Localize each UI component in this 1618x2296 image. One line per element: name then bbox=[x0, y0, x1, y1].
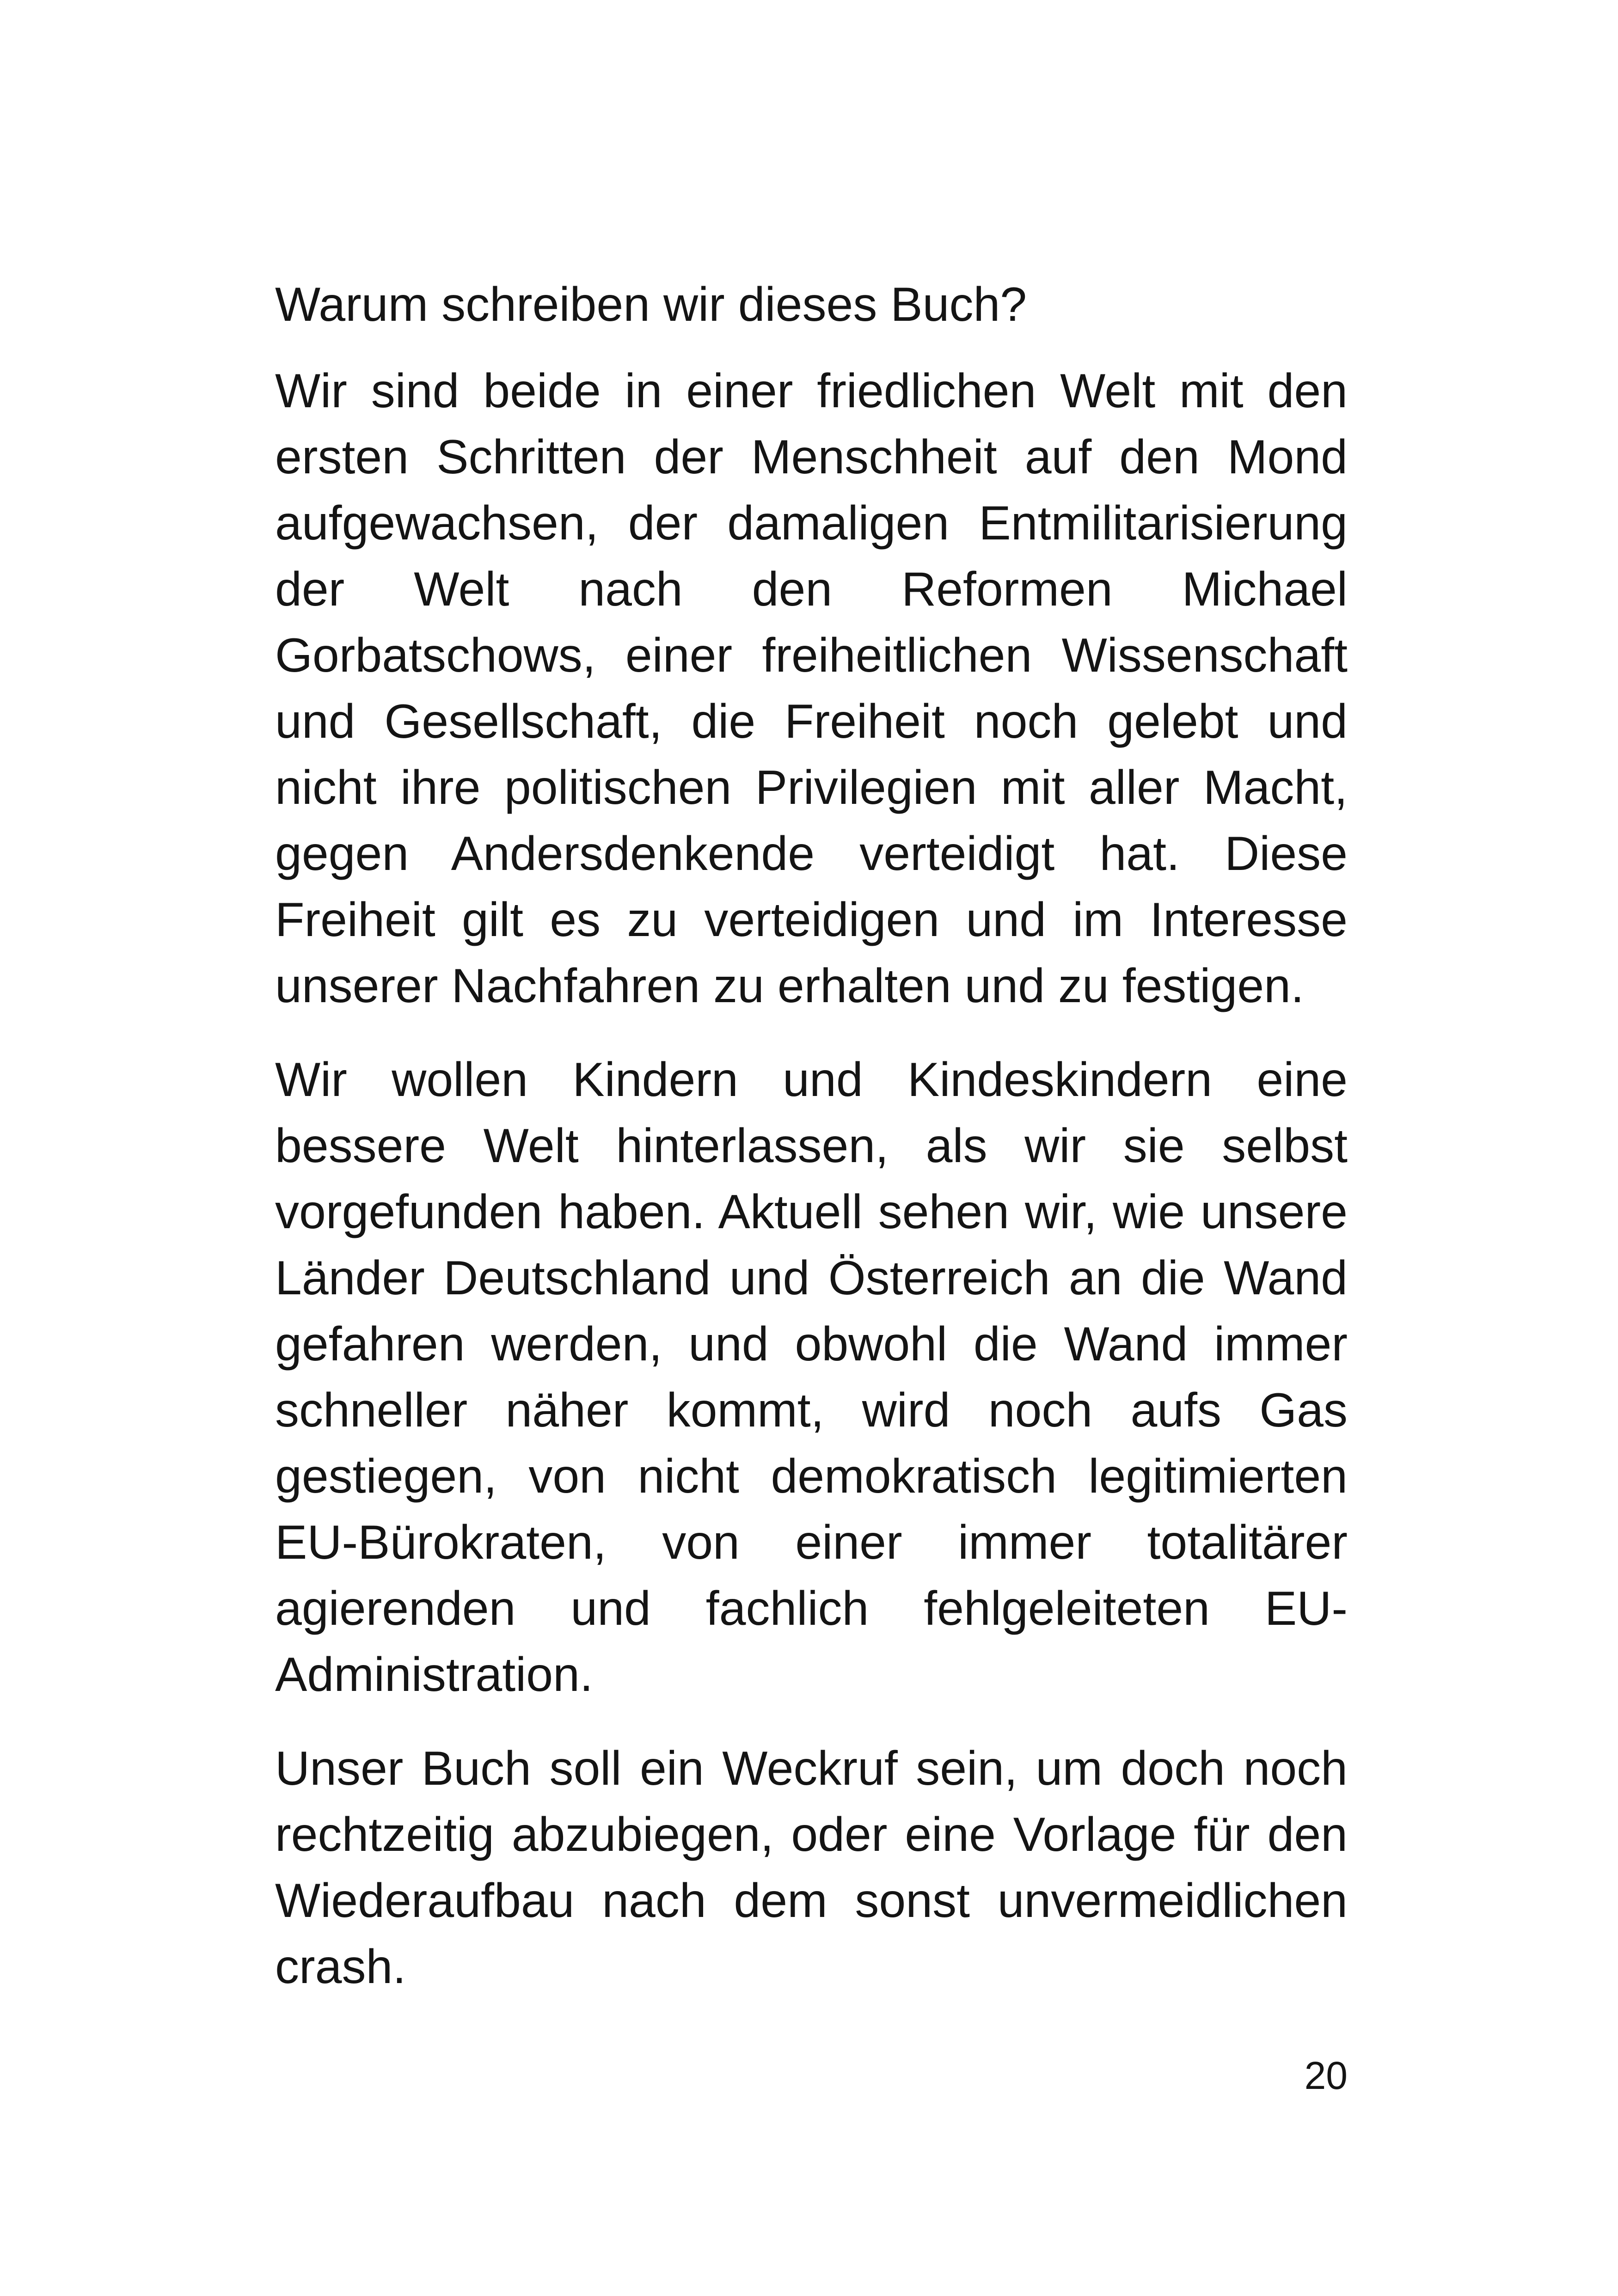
paragraph-2: Wir wollen Kindern und Kindeskindern eine bessere Welt hinterlassen, als wir sie selbst vorgefunden haben. Aktuell sehen wir, wie unsere Länder Deutschland und Österreich an die Wand gefahren werden, und obwohl die Wand immer schneller näher kommt, wird noch aufs Gas gestiegen, von nicht demokratisch legitimierten EU-Bürokraten, von einer immer totalitärer agierenden und fachlich fehlgeleiteten EU-Administration. bbox=[275, 1053, 1348, 1702]
paragraph-1: Wir sind beide in einer friedlichen Welt mit den ersten Schritten der Menschheit auf den Mond aufgewachsen, der damaligen Entmilitarisierung der Welt nach den Reformen Michael Gorbatschows, einer freiheitlichen Wissenschaft und Gesellschaft, die Freiheit noch gelebt und nicht ihre politischen Privilegien mit aller Macht, gegen Andersdenkende verteidigt hat. Diese Freiheit gilt es zu verteidigen und im Interesse unserer Nachfahren zu erhalten und zu festigen. bbox=[275, 364, 1348, 1013]
page-number: 20 bbox=[1304, 2054, 1348, 2097]
section-heading: Warum schreiben wir dieses Buch? bbox=[275, 278, 1027, 331]
text-block bbox=[275, 272, 1348, 2028]
paragraph-3: Unser Buch soll ein Weckruf sein, um doch noch rechtzeitig abzubiegen, oder eine Vorlage für den Wiederaufbau nach dem sonst unvermeidlichen crash. bbox=[275, 1742, 1348, 1994]
